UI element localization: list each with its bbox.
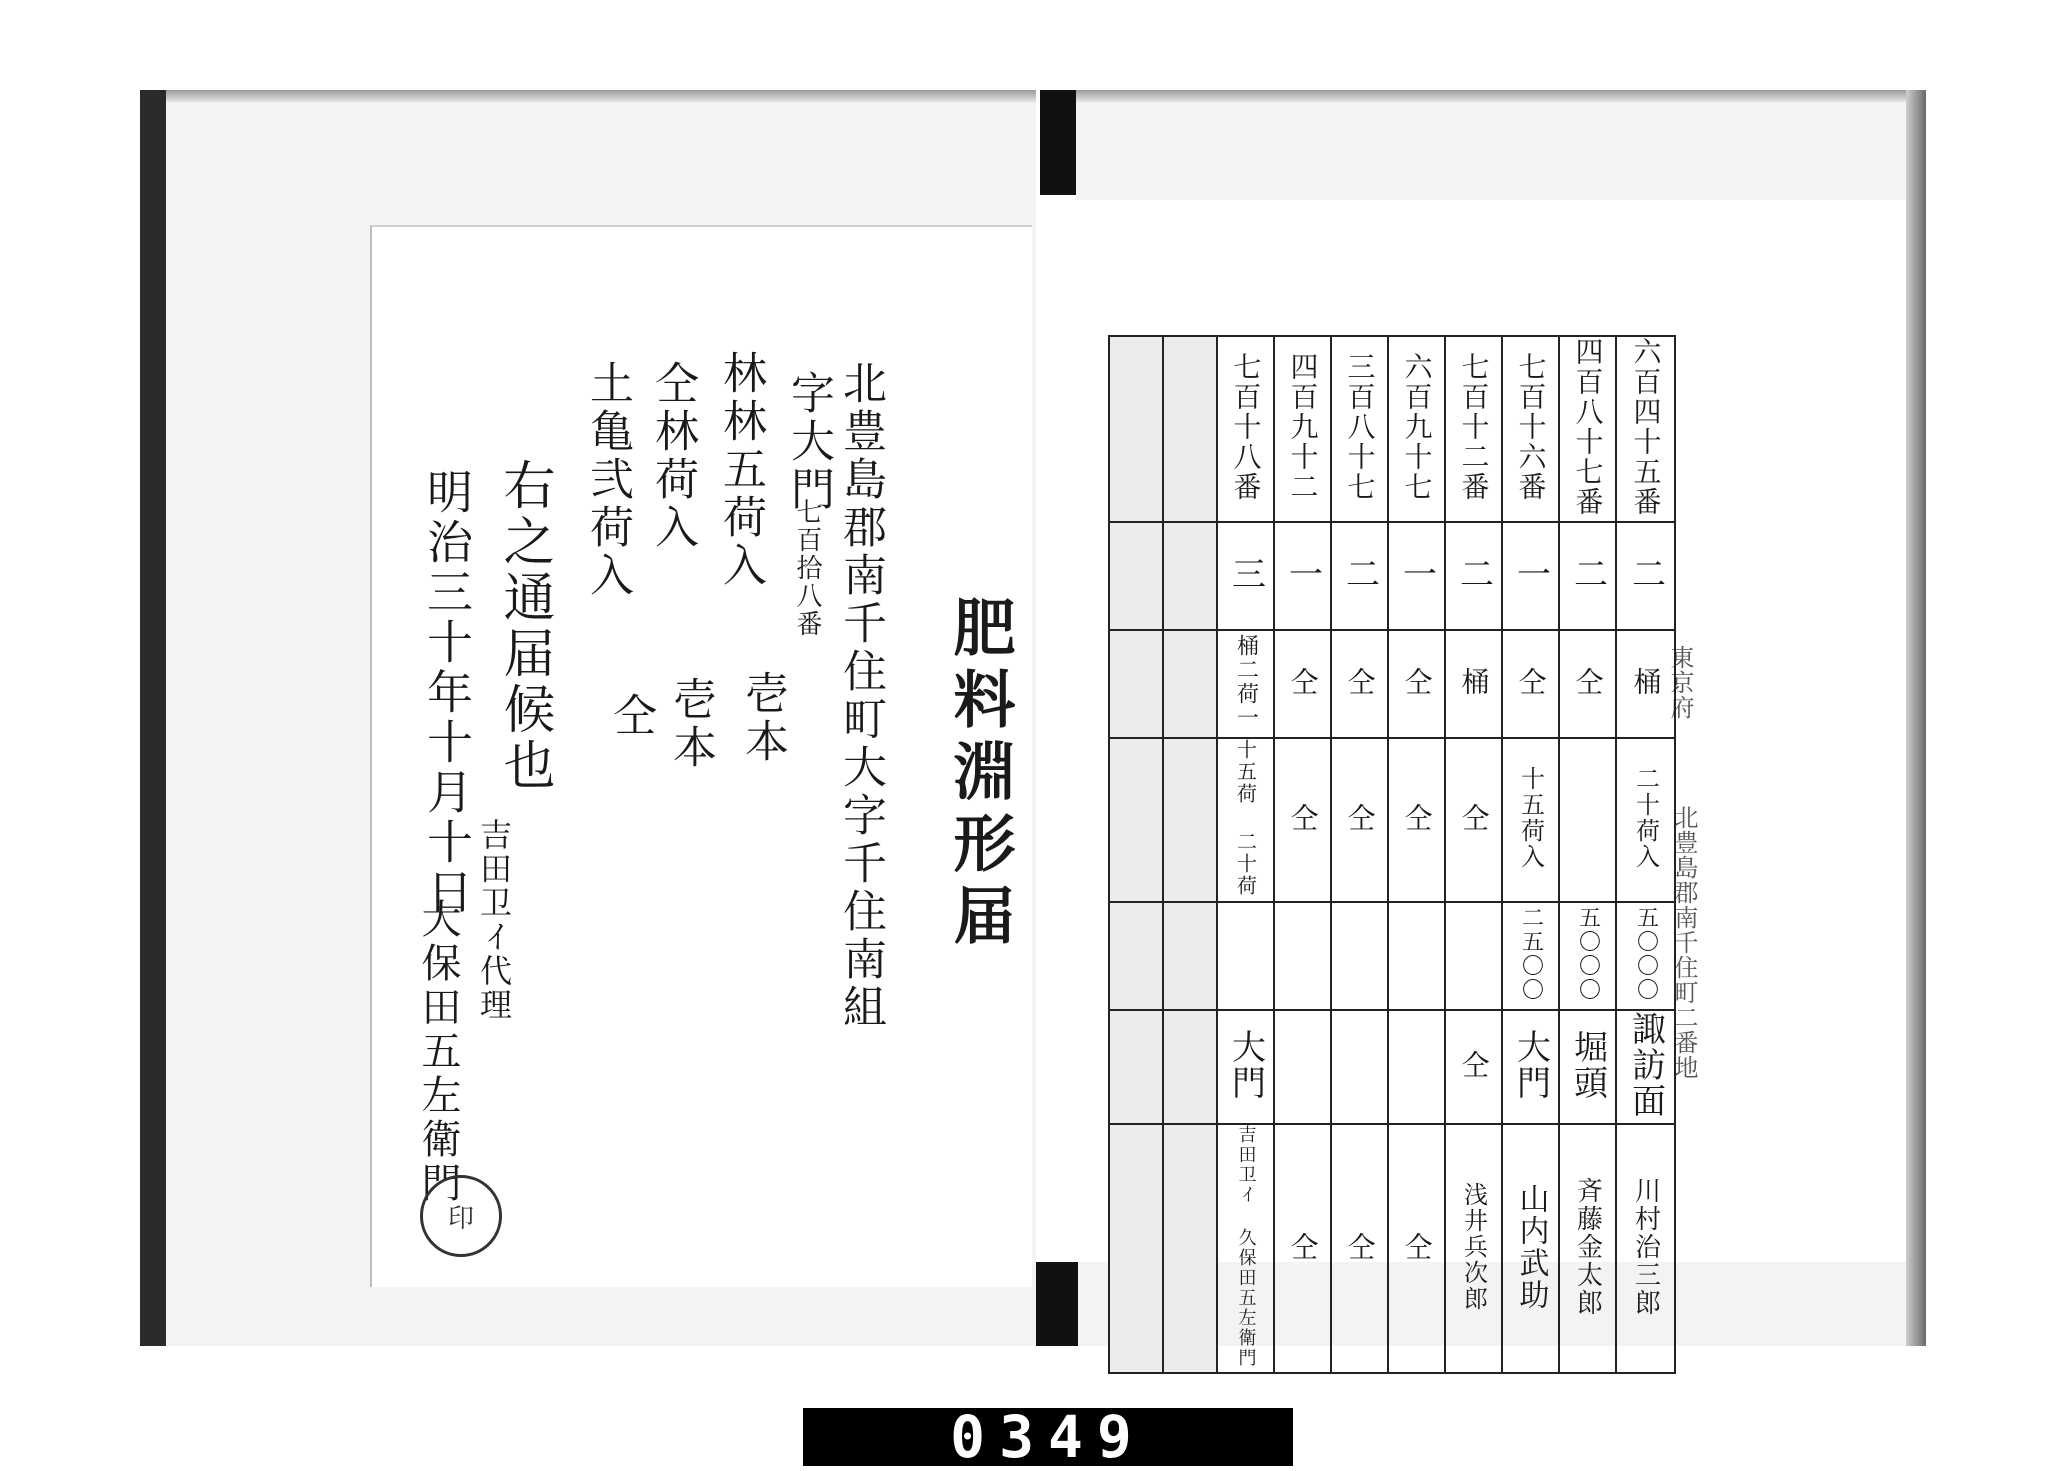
document-date: 明治三十年十月十日 [420, 468, 474, 918]
ledger-cell [1274, 1010, 1331, 1124]
lot-number: 七百拾八番 [792, 498, 822, 638]
ledger-header-prefecture: 東京府 [1666, 645, 1694, 720]
item-3-qty: 仝 [605, 692, 656, 740]
ledger-cell: 二五〇〇 [1502, 902, 1559, 1010]
ledger-blank-cell [1109, 902, 1163, 1010]
ledger-header-address: 北豊島郡南千住町二番地 [1670, 805, 1698, 1080]
item-3-name: 土亀弐荷入 [582, 360, 633, 600]
spine-shadow-bottom [1036, 1262, 1078, 1346]
ledger-cell: 桶二荷一 [1217, 630, 1274, 738]
ledger-cell: 四百九十二 [1274, 336, 1331, 522]
ledger-cell [1388, 902, 1445, 1010]
item-1-qty: 壱本 [737, 670, 788, 766]
ledger-cell: 仝 [1388, 1124, 1445, 1373]
ledger-cell: 桶 [1445, 630, 1502, 738]
ledger-cell: 大門 [1217, 1010, 1274, 1124]
ledger-cell: 十五荷入 [1502, 738, 1559, 902]
ledger-cell: 仝 [1388, 630, 1445, 738]
ledger-cell: 六百九十七 [1388, 336, 1445, 522]
ledger-cell: 七百十六番 [1502, 336, 1559, 522]
ledger-cell: 仝 [1445, 738, 1502, 902]
ledger-blank-cell [1109, 630, 1163, 738]
ledger-cell: 吉田卫ｲ 久保田五左衛門 [1217, 1124, 1274, 1373]
ledger-blank-cell [1109, 522, 1163, 630]
ledger-cell [1331, 902, 1388, 1010]
ledger-cell: 六百四十五番 [1616, 336, 1675, 522]
ledger-blank-cell [1109, 1124, 1163, 1373]
closing-statement: 右之通届候也 [494, 458, 554, 794]
page-number-stamp: 0349 [803, 1408, 1293, 1466]
ledger-cell: 二 [1616, 522, 1675, 630]
ledger-cell: 仝 [1331, 1124, 1388, 1373]
ledger-blank-cell [1163, 902, 1217, 1010]
ledger-cell: 一 [1274, 522, 1331, 630]
ledger-cell [1388, 1010, 1445, 1124]
scan-edge-right [1906, 90, 1926, 1346]
ledger-blank-cell [1109, 336, 1163, 522]
ledger-cell: 大門 [1502, 1010, 1559, 1124]
ledger-cell: 仝 [1388, 738, 1445, 902]
ledger-blank-cell [1163, 1010, 1217, 1124]
ledger-cell: 堀頭 [1559, 1010, 1616, 1124]
ledger-cell: 山内武助 [1502, 1124, 1559, 1373]
book-spine [1036, 90, 1076, 1346]
spine-shadow-top [1040, 90, 1076, 195]
ledger-cell: 諏訪面 [1616, 1010, 1675, 1124]
agent-line: 吉田卫ｲ代理 [475, 818, 513, 1022]
ledger-blank-cell [1109, 1010, 1163, 1124]
ledger-blank-cell [1163, 336, 1217, 522]
ledger-cell [1217, 902, 1274, 1010]
ledger-cell: 桶 [1616, 630, 1675, 738]
ledger-cell: 仝 [1331, 738, 1388, 902]
address-line-2: 字大門 [783, 370, 834, 514]
ledger-cell [1274, 902, 1331, 1010]
ledger-cell: 一 [1388, 522, 1445, 630]
scan-edge-top [140, 90, 1926, 102]
ledger-cell: 七百十二番 [1445, 336, 1502, 522]
ledger-cell: 仝 [1445, 1010, 1502, 1124]
signatory-name: 大保田五左衛門 [415, 898, 461, 1206]
address-line-1: 北豊島郡南千住町大字千住南組 [835, 360, 886, 1032]
ledger-cell: 仝 [1502, 630, 1559, 738]
ledger-cell: 二 [1559, 522, 1616, 630]
ledger-cell [1331, 1010, 1388, 1124]
ledger-cell: 斉藤金太郎 [1559, 1124, 1616, 1373]
ledger-cell: 十五荷 二十荷 [1217, 738, 1274, 902]
ledger-cell: 仝 [1331, 630, 1388, 738]
ledger-cell: 五〇〇〇 [1616, 902, 1675, 1010]
item-2-qty: 壱本 [665, 676, 716, 772]
ledger-cell [1445, 902, 1502, 1010]
ledger-cell: 一 [1502, 522, 1559, 630]
ledger-cell: 二十荷入 [1616, 738, 1675, 902]
item-2-name: 仝林荷入 [647, 360, 698, 552]
ledger-cell: 三百八十七 [1331, 336, 1388, 522]
ledger-cell: 川村治三郎 [1616, 1124, 1675, 1373]
ledger-cell: 四百八十七番 [1559, 336, 1616, 522]
ledger-cell: 仝 [1274, 630, 1331, 738]
ledger-cell: 仝 [1274, 1124, 1331, 1373]
ledger-blank-cell [1109, 738, 1163, 902]
item-1-name: 林林五荷入 [715, 350, 766, 590]
ledger-table [1108, 335, 1676, 1374]
ledger-cell: 五〇〇〇 [1559, 902, 1616, 1010]
ledger-cell: 仝 [1274, 738, 1331, 902]
ledger-blank-cell [1163, 1124, 1217, 1373]
ledger-blank-cell [1163, 630, 1217, 738]
ledger-cell: 二 [1445, 522, 1502, 630]
seal-stamp: 印 [420, 1175, 502, 1257]
ledger-cell: 仝 [1559, 630, 1616, 738]
document-title: 肥料淵形届 [943, 595, 1016, 955]
ledger-cell: 二 [1331, 522, 1388, 630]
ledger-cell: 浅井兵次郎 [1445, 1124, 1502, 1373]
ledger-blank-cell [1163, 522, 1217, 630]
ledger-cell [1559, 738, 1616, 902]
ledger-cell: 七百十八番 [1217, 336, 1274, 522]
ledger-blank-cell [1163, 738, 1217, 902]
scan-edge-left [140, 90, 166, 1346]
ledger-cell: 三 [1217, 522, 1274, 630]
